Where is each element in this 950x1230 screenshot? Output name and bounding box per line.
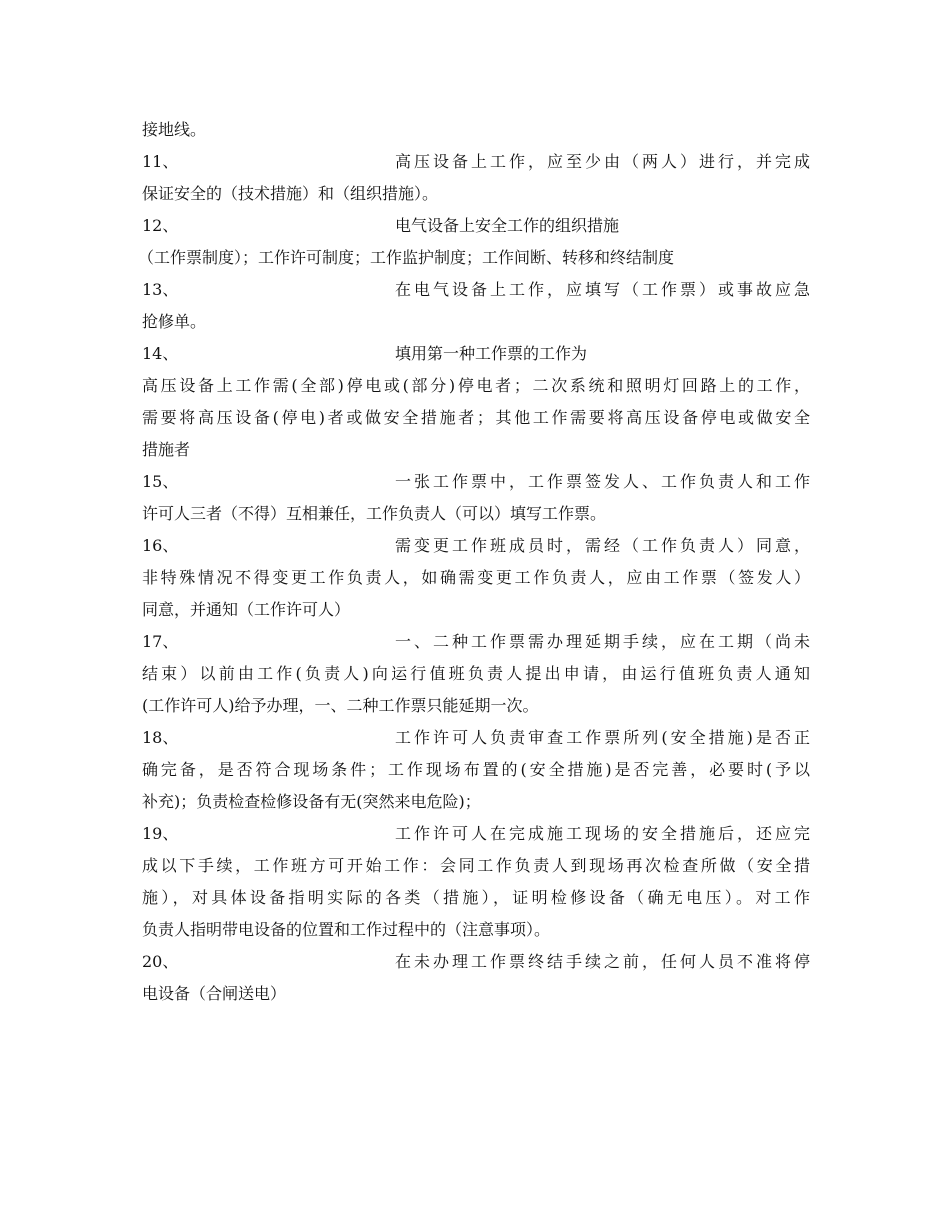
item-number: 19、 xyxy=(142,824,179,843)
numbered-item-line xyxy=(142,338,810,370)
item-number: 20、 xyxy=(142,952,179,971)
numbered-item-line xyxy=(142,146,810,178)
item-text: 一张工作票中，工作票签发人、工作负责人和工作 xyxy=(395,472,810,491)
numbered-item-line xyxy=(142,274,810,306)
item-text: 在未办理工作票终结手续之前，任何人员不准将停 xyxy=(395,952,810,971)
item-number: 14、 xyxy=(142,344,179,363)
text-line: 确完备，是否符合现场条件；工作现场布置的(安全措施)是否完善，必要时(予以 xyxy=(142,760,810,779)
item-number: 16、 xyxy=(142,536,179,555)
item-number: 11、 xyxy=(142,152,179,171)
item-text: 电气设备上安全工作的组织措施 xyxy=(395,216,620,235)
item-text: 一、二种工作票需办理延期手续，应在工期（尚未 xyxy=(395,632,810,651)
item-text: 填用第一种工作票的工作为 xyxy=(395,344,588,363)
numbered-item-line xyxy=(142,626,810,658)
item-text: 工作许可人在完成施工现场的安全措施后，还应完 xyxy=(395,824,810,843)
text-line: 施），对具体设备指明实际的各类（措施），证明检修设备（确无电压）。对工作 xyxy=(142,888,810,907)
text-line: 保证安全的（技术措施）和（组织措施）。 xyxy=(142,184,439,203)
item-text: 需变更工作班成员时，需经（工作负责人）同意， xyxy=(395,536,810,555)
numbered-item-line xyxy=(142,818,810,850)
text-line: 电设备（合闸送电） xyxy=(142,984,287,1003)
text-line: 接地线。 xyxy=(142,120,207,139)
text-line: 补充)；负责检查检修设备有无(突然来电危险)； xyxy=(142,792,481,811)
text-line: 负责人指明带电设备的位置和工作过程中的（注意事项）。 xyxy=(142,920,551,939)
item-text: 高压设备上工作，应至少由（两人）进行，并完成 xyxy=(395,152,810,171)
numbered-item-line xyxy=(142,210,810,242)
text-line: 高压设备上工作需(全部)停电或(部分)停电者；二次系统和照明灯回路上的工作， xyxy=(142,376,810,395)
item-number: 15、 xyxy=(142,472,179,491)
text-line: 成以下手续，工作班方可开始工作：会同工作负责人到现场再次检查所做（安全措 xyxy=(142,856,810,875)
item-text: 在电气设备上工作，应填写（工作票）或事故应急 xyxy=(395,280,810,299)
item-number: 18、 xyxy=(142,728,179,747)
text-line: 抢修单。 xyxy=(142,312,207,331)
text-line: (工作许可人)给予办理，一、二种工作票只能延期一次。 xyxy=(142,696,539,715)
numbered-item-line xyxy=(142,466,810,498)
item-number: 12、 xyxy=(142,216,179,235)
text-line: 同意，并通知（工作许可人） xyxy=(142,600,351,619)
item-number: 17、 xyxy=(142,632,179,651)
numbered-item-line xyxy=(142,722,810,754)
text-line: 需要将高压设备(停电)者或做安全措施者；其他工作需要将高压设备停电或做安全 xyxy=(142,408,810,427)
numbered-item-line xyxy=(142,530,810,562)
item-number: 13、 xyxy=(142,280,179,299)
item-text: 工作许可人负责审查工作票所列(安全措施)是否正 xyxy=(395,728,810,747)
text-line: （工作票制度）；工作许可制度；工作监护制度；工作间断、转移和终结制度 xyxy=(138,248,675,267)
numbered-item-line xyxy=(142,946,810,978)
text-line: 非特殊情况不得变更工作负责人，如确需变更工作负责人，应由工作票（签发人） xyxy=(142,568,810,587)
text-line: 措施者 xyxy=(142,440,191,459)
text-line: 许可人三者（不得）互相兼任，工作负责人（可以）填写工作票。 xyxy=(142,504,607,523)
text-line: 结束）以前由工作(负责人)向运行值班负责人提出申请，由运行值班负责人通知 xyxy=(142,664,810,683)
document-body xyxy=(138,114,810,1010)
